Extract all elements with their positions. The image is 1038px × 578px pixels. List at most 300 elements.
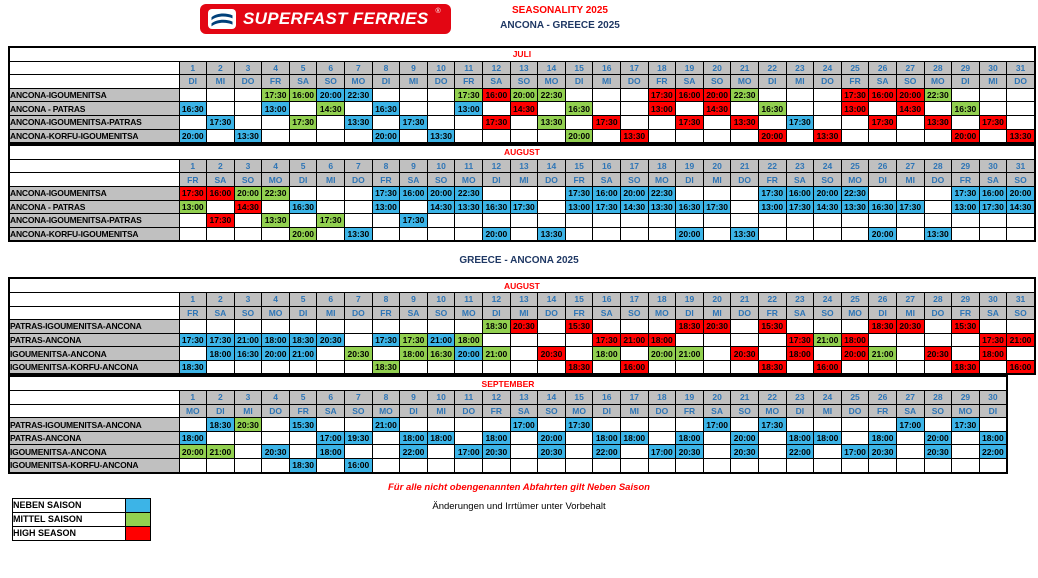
schedule-time-cell bbox=[345, 102, 373, 116]
schedule-time-cell bbox=[731, 418, 759, 432]
schedule-time-cell bbox=[593, 214, 621, 228]
schedule-time-cell bbox=[262, 200, 290, 214]
schedule-time-cell: 13:00 bbox=[648, 102, 676, 116]
weekday-cell: SO bbox=[731, 404, 759, 418]
day-number-cell: 24 bbox=[814, 292, 842, 306]
schedule-time-cell bbox=[483, 333, 511, 347]
header-titles bbox=[420, 5, 700, 31]
weekday-cell: MI bbox=[896, 306, 924, 320]
schedule-time-cell: 15:30 bbox=[565, 320, 593, 334]
schedule-time-cell bbox=[731, 186, 759, 200]
day-number-cell: 21 bbox=[731, 292, 759, 306]
day-number-cell: 12 bbox=[483, 159, 511, 173]
weekday-cell: DO bbox=[924, 306, 952, 320]
schedule-time-cell: 20:00 bbox=[179, 445, 207, 459]
weekday-cell: DO bbox=[455, 404, 483, 418]
schedule-time-cell: 18:30 bbox=[289, 333, 317, 347]
schedule-time-cell: 20:00 bbox=[814, 186, 842, 200]
schedule-time-cell: 16:00 bbox=[786, 186, 814, 200]
schedule-time-cell bbox=[234, 360, 262, 374]
schedule-time-cell bbox=[427, 320, 455, 334]
schedule-time-cell: 18:30 bbox=[207, 418, 235, 432]
schedule-time-cell bbox=[510, 227, 538, 241]
schedule-time-cell: 20:00 bbox=[896, 88, 924, 102]
day-number-cell: 16 bbox=[593, 391, 621, 405]
schedule-time-cell bbox=[538, 320, 566, 334]
schedule-time-cell: 22:00 bbox=[400, 445, 428, 459]
schedule-time-cell: 20:00 bbox=[510, 88, 538, 102]
day-number-cell: 14 bbox=[538, 292, 566, 306]
route-row bbox=[9, 129, 1035, 143]
schedule-time-cell: 21:00 bbox=[372, 418, 400, 432]
weekday-cell: MI bbox=[703, 306, 731, 320]
weekday-cell: MI bbox=[896, 173, 924, 187]
day-number-cell: 21 bbox=[731, 391, 759, 405]
route-row bbox=[9, 320, 1035, 334]
schedule-time-cell: 20:00 bbox=[1007, 186, 1035, 200]
schedule-time-cell bbox=[455, 214, 483, 228]
schedule-time-cell: 20:00 bbox=[758, 129, 786, 143]
schedule-time-cell: 19:30 bbox=[345, 431, 373, 445]
schedule-time-cell bbox=[538, 129, 566, 143]
schedule-time-cell bbox=[786, 360, 814, 374]
schedule-time-cell bbox=[400, 200, 428, 214]
route-label-cell: ANCONA - PATRAS bbox=[9, 102, 179, 116]
schedule-time-cell: 20:00 bbox=[289, 227, 317, 241]
schedule-time-cell bbox=[869, 333, 897, 347]
schedule-time-cell: 17:30 bbox=[565, 418, 593, 432]
schedule-time-cell: 18:00 bbox=[979, 431, 1007, 445]
schedule-time-cell bbox=[896, 186, 924, 200]
schedule-time-cell bbox=[814, 227, 842, 241]
schedule-time-cell bbox=[1007, 88, 1035, 102]
schedule-time-cell bbox=[179, 88, 207, 102]
schedule-time-cell: 17:30 bbox=[593, 200, 621, 214]
schedule-time-cell: 20:00 bbox=[455, 347, 483, 361]
route-row bbox=[9, 214, 1035, 228]
weekday-cell: DI bbox=[207, 404, 235, 418]
schedule-time-cell: 17:30 bbox=[262, 88, 290, 102]
day-number-cell: 31 bbox=[1007, 159, 1035, 173]
schedule-time-cell bbox=[621, 102, 649, 116]
schedule-time-cell bbox=[593, 102, 621, 116]
schedule-time-cell: 17:30 bbox=[979, 200, 1007, 214]
schedule-time-cell: 20:00 bbox=[648, 347, 676, 361]
schedule-time-cell bbox=[676, 360, 704, 374]
schedule-time-cell: 18:00 bbox=[427, 431, 455, 445]
schedule-time-cell bbox=[841, 360, 869, 374]
schedule-time-cell bbox=[345, 360, 373, 374]
schedule-time-cell: 15:30 bbox=[758, 320, 786, 334]
day-number-cell: 14 bbox=[538, 159, 566, 173]
schedule-time-cell bbox=[400, 360, 428, 374]
schedule-time-cell bbox=[538, 418, 566, 432]
schedule-time-cell: 17:30 bbox=[896, 200, 924, 214]
schedule-time-cell bbox=[841, 129, 869, 143]
weekday-cell: DI bbox=[869, 306, 897, 320]
schedule-time-cell bbox=[814, 102, 842, 116]
legend-row-high bbox=[13, 526, 151, 540]
weekday-cell: MO bbox=[924, 75, 952, 89]
weekday-cell: FR bbox=[952, 173, 980, 187]
day-number-cell: 22 bbox=[758, 292, 786, 306]
day-number-cell: 22 bbox=[758, 159, 786, 173]
route-row bbox=[9, 88, 1035, 102]
day-number-cell: 20 bbox=[703, 292, 731, 306]
day-number-cell: 29 bbox=[952, 292, 980, 306]
day-number-cell: 18 bbox=[648, 61, 676, 75]
day-number-cell: 21 bbox=[731, 159, 759, 173]
day-number-cell: 5 bbox=[289, 292, 317, 306]
schedule-time-cell: 17:30 bbox=[400, 333, 428, 347]
day-number-cell: 9 bbox=[400, 61, 428, 75]
schedule-time-cell bbox=[952, 115, 980, 129]
weekday-cell: MO bbox=[179, 404, 207, 418]
route-label-cell: PATRAS-IGOUMENITSA-ANCONA bbox=[9, 418, 179, 432]
schedule-time-cell: 14:30 bbox=[427, 200, 455, 214]
schedule-time-cell: 17:30 bbox=[483, 115, 511, 129]
schedule-time-cell: 18:00 bbox=[593, 347, 621, 361]
schedule-time-cell bbox=[1007, 227, 1035, 241]
day-number-cell: 27 bbox=[896, 159, 924, 173]
day-number-cell: 21 bbox=[731, 61, 759, 75]
schedule-time-cell: 18:00 bbox=[786, 347, 814, 361]
schedule-time-cell: 17:30 bbox=[786, 115, 814, 129]
schedule-time-cell: 18:00 bbox=[455, 333, 483, 347]
schedule-time-cell: 13:30 bbox=[1007, 129, 1035, 143]
weekday-cell: SA bbox=[786, 173, 814, 187]
weekday-cell: DI bbox=[676, 173, 704, 187]
schedule-time-cell bbox=[621, 459, 649, 473]
weekday-cell: SA bbox=[400, 173, 428, 187]
superfast-ferries-logo bbox=[200, 4, 451, 34]
schedule-time-cell bbox=[483, 186, 511, 200]
day-number-cell: 3 bbox=[234, 292, 262, 306]
weekday-cell: MI bbox=[510, 173, 538, 187]
schedule-time-cell bbox=[262, 129, 290, 143]
schedule-time-cell: 20:00 bbox=[621, 186, 649, 200]
schedule-time-cell: 13:00 bbox=[565, 200, 593, 214]
schedule-time-cell bbox=[979, 418, 1007, 432]
day-number-cell: 16 bbox=[593, 159, 621, 173]
schedule-time-cell bbox=[317, 320, 345, 334]
route-row bbox=[9, 459, 1007, 473]
day-number-cell: 30 bbox=[979, 159, 1007, 173]
schedule-time-cell: 13:00 bbox=[841, 102, 869, 116]
schedule-time-cell: 20:30 bbox=[345, 347, 373, 361]
day-number-cell: 13 bbox=[510, 159, 538, 173]
schedule-time-cell bbox=[676, 186, 704, 200]
schedule-time-cell bbox=[952, 333, 980, 347]
schedule-time-cell: 13:00 bbox=[952, 200, 980, 214]
schedule-time-cell bbox=[841, 459, 869, 473]
day-number-cell: 3 bbox=[234, 391, 262, 405]
schedule-time-cell bbox=[676, 418, 704, 432]
schedule-time-cell: 17:30 bbox=[841, 88, 869, 102]
schedule-time-cell bbox=[317, 227, 345, 241]
weekday-cell: DI bbox=[565, 75, 593, 89]
schedule-time-cell: 13:30 bbox=[621, 129, 649, 143]
weekday-cell: FR bbox=[179, 306, 207, 320]
schedule-time-cell bbox=[731, 129, 759, 143]
schedule-time-cell bbox=[924, 459, 952, 473]
day-number-cell: 27 bbox=[896, 292, 924, 306]
schedule-time-cell bbox=[676, 129, 704, 143]
schedule-time-cell bbox=[814, 320, 842, 334]
day-number-cell: 6 bbox=[317, 391, 345, 405]
schedule-time-cell: 18:00 bbox=[400, 347, 428, 361]
schedule-time-cell: 22:00 bbox=[593, 445, 621, 459]
schedule-time-cell bbox=[538, 214, 566, 228]
weekday-cell: FR bbox=[952, 306, 980, 320]
day-number-cell: 24 bbox=[814, 61, 842, 75]
day-number-cell: 1 bbox=[179, 61, 207, 75]
schedule-time-cell: 13:00 bbox=[179, 200, 207, 214]
weekday-cell: MI bbox=[207, 75, 235, 89]
schedule-time-cell: 22:30 bbox=[262, 186, 290, 200]
schedule-time-cell bbox=[648, 418, 676, 432]
day-number-cell: 27 bbox=[896, 61, 924, 75]
schedule-time-cell bbox=[317, 418, 345, 432]
weekday-cell: MO bbox=[538, 75, 566, 89]
schedule-time-cell bbox=[648, 459, 676, 473]
schedule-time-cell: 16:30 bbox=[234, 347, 262, 361]
schedule-time-cell bbox=[207, 200, 235, 214]
day-number-cell: 10 bbox=[427, 61, 455, 75]
schedule-time-cell bbox=[731, 320, 759, 334]
schedule-time-cell: 17:30 bbox=[207, 115, 235, 129]
schedule-time-cell bbox=[952, 445, 980, 459]
schedule-time-cell bbox=[372, 115, 400, 129]
weekday-cell: SA bbox=[400, 306, 428, 320]
weekday-cell: SO bbox=[538, 404, 566, 418]
weekday-cell: DI bbox=[869, 173, 897, 187]
schedule-time-cell bbox=[814, 214, 842, 228]
schedule-time-cell bbox=[731, 214, 759, 228]
weekday-cell: FR bbox=[372, 306, 400, 320]
schedule-time-cell: 16:00 bbox=[289, 88, 317, 102]
schedule-time-cell bbox=[427, 88, 455, 102]
schedule-time-cell bbox=[648, 320, 676, 334]
schedule-time-cell bbox=[703, 115, 731, 129]
schedule-time-cell: 17:30 bbox=[510, 200, 538, 214]
weekday-cell: SO bbox=[510, 75, 538, 89]
weekday-cell: DI bbox=[483, 306, 511, 320]
schedule-time-cell bbox=[234, 320, 262, 334]
schedule-time-cell bbox=[1007, 320, 1035, 334]
schedule-time-cell bbox=[979, 320, 1007, 334]
schedule-time-cell: 17:30 bbox=[289, 115, 317, 129]
day-number-cell: 5 bbox=[289, 159, 317, 173]
schedule-time-cell bbox=[648, 214, 676, 228]
schedule-time-cell bbox=[262, 227, 290, 241]
day-number-cell: 4 bbox=[262, 159, 290, 173]
seasonality-title: SEASONALITY 2025 bbox=[512, 5, 608, 16]
weekday-cell: MI bbox=[621, 404, 649, 418]
route-row bbox=[9, 445, 1007, 459]
weekday-cell: DI bbox=[179, 75, 207, 89]
schedule-table-july-ancona-greece bbox=[0, 46, 1038, 144]
weekday-cell: MO bbox=[648, 173, 676, 187]
schedule-time-cell: 21:00 bbox=[869, 347, 897, 361]
day-number-cell: 19 bbox=[676, 159, 704, 173]
schedule-time-cell bbox=[427, 445, 455, 459]
route-row bbox=[9, 360, 1035, 374]
schedule-time-cell bbox=[896, 333, 924, 347]
schedule-time-cell bbox=[593, 88, 621, 102]
schedule-time-cell: 20:00 bbox=[317, 88, 345, 102]
schedule-time-cell bbox=[455, 431, 483, 445]
schedule-time-cell: 17:30 bbox=[593, 333, 621, 347]
schedule-time-cell bbox=[979, 88, 1007, 102]
day-number-cell: 4 bbox=[262, 292, 290, 306]
weekday-cell: MO bbox=[731, 75, 759, 89]
schedule-time-cell bbox=[345, 214, 373, 228]
schedule-time-cell bbox=[814, 445, 842, 459]
day-number-cell: 20 bbox=[703, 159, 731, 173]
day-number-cell: 1 bbox=[179, 292, 207, 306]
schedule-time-cell bbox=[317, 360, 345, 374]
page-footer bbox=[0, 482, 1038, 562]
schedule-time-cell bbox=[786, 320, 814, 334]
schedule-time-cell bbox=[289, 320, 317, 334]
schedule-time-cell bbox=[979, 459, 1007, 473]
day-number-cell: 8 bbox=[372, 391, 400, 405]
schedule-time-cell bbox=[869, 418, 897, 432]
weekday-cell: MO bbox=[565, 404, 593, 418]
schedule-time-cell: 18:00 bbox=[593, 431, 621, 445]
schedule-time-cell: 20:30 bbox=[234, 418, 262, 432]
schedule-time-cell: 14:30 bbox=[896, 102, 924, 116]
schedule-time-cell bbox=[538, 360, 566, 374]
schedule-time-cell bbox=[731, 333, 759, 347]
schedule-time-cell bbox=[648, 360, 676, 374]
weekday-cell: DO bbox=[731, 173, 759, 187]
schedule-time-cell: 21:00 bbox=[621, 333, 649, 347]
weekday-cell: SO bbox=[345, 404, 373, 418]
legend bbox=[12, 498, 151, 541]
logo-text: SUPERFAST FERRIES bbox=[243, 9, 429, 28]
schedule-time-cell: 17:30 bbox=[869, 115, 897, 129]
schedule-time-cell: 20:30 bbox=[538, 347, 566, 361]
schedule-time-cell bbox=[207, 320, 235, 334]
schedule-time-cell bbox=[896, 360, 924, 374]
day-number-cell: 5 bbox=[289, 61, 317, 75]
day-number-cell: 6 bbox=[317, 292, 345, 306]
schedule-time-cell: 16:30 bbox=[758, 102, 786, 116]
schedule-time-cell bbox=[593, 227, 621, 241]
route-row bbox=[9, 200, 1035, 214]
day-number-cell: 2 bbox=[207, 159, 235, 173]
schedule-time-cell bbox=[1007, 347, 1035, 361]
schedule-time-cell: 17:30 bbox=[786, 200, 814, 214]
schedule-time-cell: 16:30 bbox=[869, 200, 897, 214]
schedule-time-cell bbox=[841, 227, 869, 241]
schedule-time-cell: 16:30 bbox=[952, 102, 980, 116]
weekday-cell: FR bbox=[758, 173, 786, 187]
route-row bbox=[9, 418, 1007, 432]
schedule-time-cell: 18:00 bbox=[676, 431, 704, 445]
weekday-cell: DO bbox=[345, 173, 373, 187]
schedule-time-cell bbox=[952, 459, 980, 473]
day-number-cell: 20 bbox=[703, 391, 731, 405]
weekday-cell: MI bbox=[510, 306, 538, 320]
day-number-cell: 11 bbox=[455, 61, 483, 75]
weekday-cell: SA bbox=[317, 404, 345, 418]
legend-row-neben bbox=[13, 498, 151, 512]
schedule-time-cell: 20:00 bbox=[538, 431, 566, 445]
schedule-time-cell bbox=[179, 347, 207, 361]
day-number-cell: 15 bbox=[565, 292, 593, 306]
schedule-time-cell bbox=[262, 431, 290, 445]
schedule-time-cell: 16:00 bbox=[483, 88, 511, 102]
schedule-time-cell bbox=[593, 320, 621, 334]
schedule-time-cell: 17:30 bbox=[400, 115, 428, 129]
weekday-cell: FR bbox=[179, 173, 207, 187]
schedule-time-cell bbox=[703, 360, 731, 374]
weekday-cell: SA bbox=[979, 306, 1007, 320]
day-number-cell: 11 bbox=[455, 159, 483, 173]
weekday-cell: SA bbox=[786, 306, 814, 320]
ancona-greece-title: ANCONA - GREECE 2025 bbox=[500, 20, 620, 31]
schedule-time-cell bbox=[896, 459, 924, 473]
schedule-time-cell: 17:30 bbox=[952, 186, 980, 200]
weekday-cell: FR bbox=[565, 306, 593, 320]
schedule-time-cell bbox=[179, 115, 207, 129]
schedule-time-cell bbox=[786, 214, 814, 228]
weekday-cell: FR bbox=[455, 75, 483, 89]
schedule-time-cell: 17:30 bbox=[786, 333, 814, 347]
weekday-cell: SA bbox=[676, 75, 704, 89]
day-number-cell: 31 bbox=[1007, 292, 1035, 306]
schedule-time-cell: 14:30 bbox=[234, 200, 262, 214]
weekday-cell: SA bbox=[207, 306, 235, 320]
schedule-time-cell: 20:30 bbox=[924, 445, 952, 459]
weekday-cell: SO bbox=[234, 173, 262, 187]
schedule-time-cell: 20:30 bbox=[538, 445, 566, 459]
weekday-cell: SO bbox=[1007, 173, 1035, 187]
schedule-time-cell bbox=[455, 129, 483, 143]
weekday-cell: DO bbox=[814, 75, 842, 89]
schedule-time-cell bbox=[565, 88, 593, 102]
schedule-time-cell bbox=[538, 333, 566, 347]
day-number-cell: 18 bbox=[648, 391, 676, 405]
schedule-time-cell bbox=[234, 214, 262, 228]
schedule-time-cell: 20:00 bbox=[565, 129, 593, 143]
weekday-cell: FR bbox=[676, 404, 704, 418]
day-number-cell: 23 bbox=[786, 61, 814, 75]
schedule-time-cell bbox=[455, 115, 483, 129]
schedule-time-cell bbox=[400, 129, 428, 143]
day-number-cell: 10 bbox=[427, 292, 455, 306]
schedule-time-cell bbox=[538, 200, 566, 214]
schedule-time-cell bbox=[207, 129, 235, 143]
schedule-time-cell bbox=[565, 431, 593, 445]
schedule-time-cell: 20:30 bbox=[262, 445, 290, 459]
schedule-time-cell bbox=[538, 459, 566, 473]
schedule-time-cell bbox=[621, 88, 649, 102]
schedule-time-cell bbox=[179, 214, 207, 228]
schedule-time-cell bbox=[648, 115, 676, 129]
schedule-time-cell: 20:30 bbox=[510, 320, 538, 334]
day-number-cell: 17 bbox=[621, 391, 649, 405]
schedule-time-cell bbox=[345, 333, 373, 347]
schedule-time-cell bbox=[565, 445, 593, 459]
schedule-time-cell bbox=[207, 227, 235, 241]
schedule-time-cell: 13:00 bbox=[758, 200, 786, 214]
weekday-cell: MI bbox=[427, 404, 455, 418]
weekday-cell: FR bbox=[565, 173, 593, 187]
